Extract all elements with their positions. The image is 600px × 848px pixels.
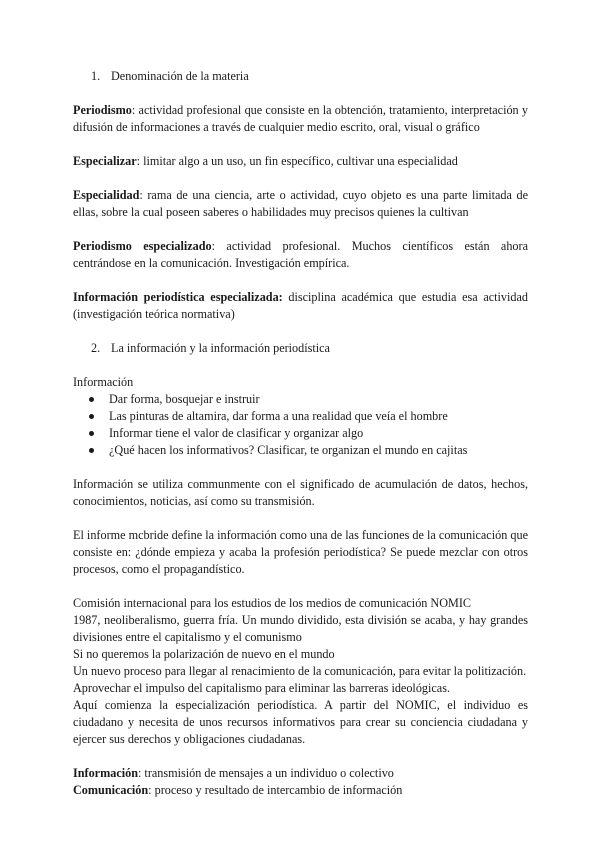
polarizacion-line: Si no queremos la polarización de nuevo en el mundo [73,647,335,661]
bullet-list [73,391,528,459]
term: Comunicación [73,783,149,797]
term: Especializar [73,154,137,168]
section-title: Denominación de la materia [111,69,249,83]
term: Información [73,766,138,780]
definition-periodismo-especializado: Periodismo especializado: actividad profesional. Muchos científicos están ahora centrándose en la comunicación. Investigación empírica. [73,239,528,270]
list-item: ¿Qué hacen los informativos? Clasificar, te organizan el mundo en cajitas [73,442,528,459]
bullet-icon [89,414,94,419]
paragraph-mcbride: El informe mcbride define la información como una de las funciones de la comunicación que consiste en: ¿dónde empieza y acaba la profesión periodística? Se puede mezclar con otros procesos, como el propagandístico. [73,528,528,576]
term: Información periodística especializada: [73,290,283,304]
term: Periodismo especializado [73,239,212,253]
definition-text: actividad profesional que consiste en la obtención, tratamiento, interpretación y difusión de informaciones a través de cualquier medio escrito, oral, visual o gráfico [73,103,528,134]
section-heading-1 [73,68,528,85]
neoliberalismo-line: 1987, neoliberalismo, guerra fría. Un mundo dividido, esta división se acaba, y hay grandes divisiones entre el capitalismo y el comunismo [73,613,528,644]
list-item: Informar tiene el valor de clasificar y organizar algo [73,425,528,442]
bullet-icon [89,431,94,436]
renacimiento-line: Un nuevo proceso para llegar al renacimiento de la comunicación, para evitar la politización. [73,664,527,678]
bullet-icon [89,397,94,402]
definition-text: limitar algo a un uso, un fin específico, cultivar una especialidad [140,154,458,168]
definition-periodismo: Periodismo: actividad profesional que consiste en la obtención, tratamiento, interpretación y difusión de informaciones a través de cualquier medio escrito, oral, visual o gráfico [73,103,528,134]
section-heading-2 [73,340,528,357]
document-page [73,68,528,799]
nomic-line: Comisión internacional para los estudios de los medios de comunicación NOMIC [73,596,472,610]
bullet-icon [89,448,94,453]
list-item: Las pinturas de altamira, dar forma a una realidad que veía el hombre [73,408,528,425]
definition-especialidad: Especialidad: rama de una ciencia, arte o actividad, cuyo objeto es una parte limitada de ellas, sobre la cual poseen saberes o habilidades muy precisos quienes la cultivan [73,188,528,219]
definition-text: : transmisión de mensajes a un individuo o colectivo [138,766,394,780]
definition-text: actividad profesional. Muchos científicos están ahora centrándose en la comunicación. Investigación empírica. [73,239,528,270]
definition-text: rama de una ciencia, arte o actividad, cuyo objeto es una parte limitada de ellas, sobre la cual poseen saberes o habilidades muy precisos quienes la cultivan [73,188,528,219]
definition-text: : proceso y resultado de intercambio de información [148,783,403,797]
section-title: La información y la información periodística [111,341,330,355]
definition-comunicacion [73,782,528,799]
informacion-label: Información [73,375,134,389]
capitalismo-line: Aprovechar el impulso del capitalismo para eliminar las barreras ideológicas. [73,681,450,695]
definition-text: disciplina académica que estudia esa actividad (investigación teórica normativa) [73,290,528,321]
definition-especializar: Especializar: limitar algo a un uso, un fin específico, cultivar una especialidad [73,154,458,168]
section-number: 2. [91,341,101,355]
definition-informacion-periodistica [73,289,528,323]
section-number: 1. [91,69,101,83]
especializacion-paragraph: Aquí comienza la especialización periodística. A partir del NOMIC, el individuo es ciudadano y necesita de unos recursos informativos para crear su conciencia ciudadana y ejercer sus derechos y obligaciones ciudadanas. [73,698,528,746]
list-item: Dar forma, bosquejar e instruir [73,391,528,408]
definition-informacion [73,765,528,782]
term: Periodismo [73,103,132,117]
term: Especialidad [73,188,140,202]
paragraph-informacion: Información se utiliza communmente con el significado de acumulación de datos, hechos, conocimientos, noticias, así como su transmisión. [73,477,528,508]
